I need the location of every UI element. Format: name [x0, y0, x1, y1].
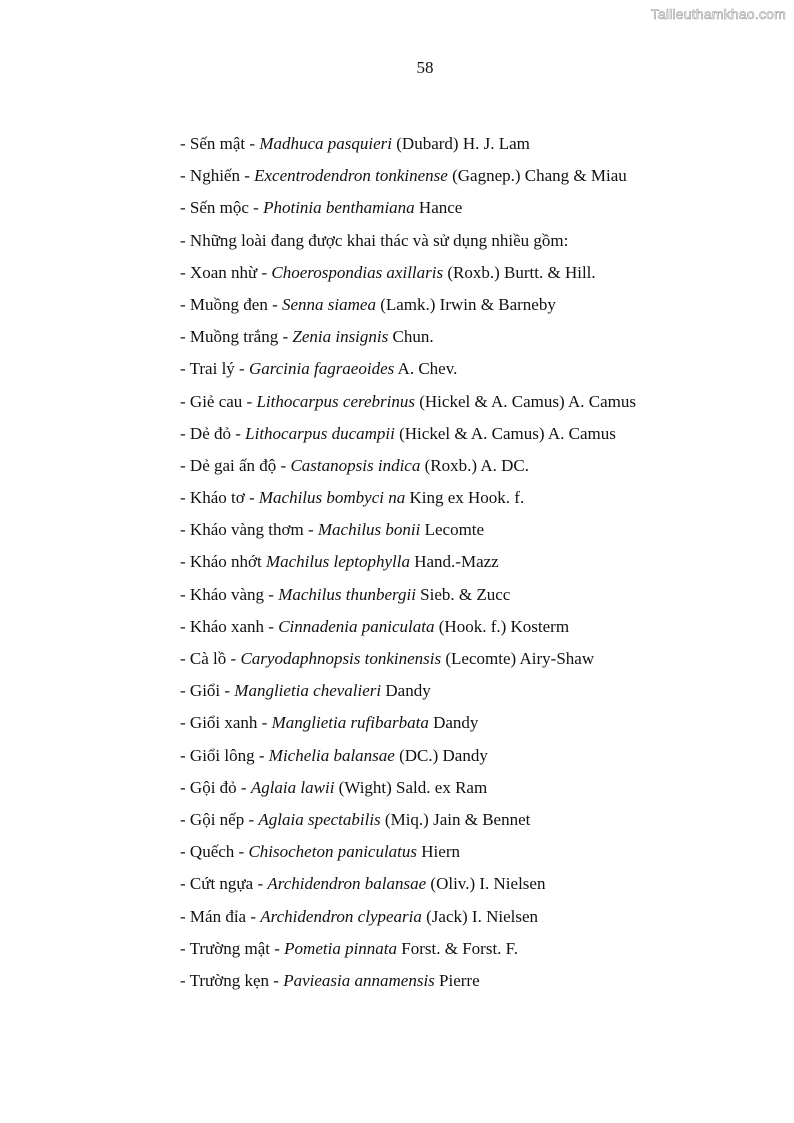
scientific-name: Cinnadenia paniculata [278, 616, 435, 636]
common-name: - Kháo vàng thơm - [180, 520, 318, 540]
species-entry [180, 421, 636, 453]
species-entry [180, 356, 636, 388]
species-entry [180, 743, 636, 775]
watermark: Tailieuthamkhao.com [650, 6, 786, 22]
author-citation: Lecomte [420, 520, 485, 540]
author-citation: Hand.-Mazz [409, 552, 499, 572]
scientific-name: Machilus thunbergii [278, 584, 416, 604]
species-entry [180, 710, 636, 742]
species-entry [180, 228, 636, 260]
species-entry [180, 453, 636, 485]
author-citation: (Lecomte) Airy-Shaw [441, 649, 595, 668]
author-citation: (Jack) I. Nielsen [421, 906, 539, 926]
common-name: - Giẻ cau - [180, 391, 257, 411]
species-entry [180, 646, 636, 678]
species-entry [180, 260, 636, 292]
scientific-name: Lithocarpus ducampii [245, 423, 395, 443]
scientific-name: Castanopsis indica [290, 455, 421, 475]
author-citation: (Hook. f.) Kosterm [434, 616, 570, 636]
author-citation: A. Chev. [394, 359, 458, 379]
scientific-name: Caryodaphnopsis tonkinensis [240, 649, 442, 668]
author-citation: (Roxb.) A. DC. [420, 455, 529, 475]
common-name: - Trường kẹn - [180, 970, 284, 990]
scientific-name: Archidendron balansae [267, 874, 427, 894]
author-citation: (Lamk.) Irwin & Barneby [375, 294, 556, 314]
common-name: - Trường mật - [180, 938, 285, 958]
common-name: - Giổi xanh - [180, 713, 272, 733]
author-citation: Hiern [417, 842, 460, 862]
author-citation: Dandy [428, 713, 479, 733]
species-entry [180, 195, 636, 227]
species-entry [180, 163, 636, 195]
species-entry [180, 936, 636, 968]
author-citation: (DC.) Dandy [394, 745, 488, 765]
author-citation: (Oliv.) I. Nielsen [426, 874, 546, 894]
common-name: - Kháo nhớt [180, 552, 266, 572]
scientific-name: Photinia benthamiana [263, 198, 415, 218]
common-name: - Giổi - [180, 681, 235, 701]
page-number: 58 [416, 58, 434, 77]
species-entry [180, 485, 636, 517]
species-entry [180, 549, 636, 581]
scientific-name: Michelia balansae [268, 745, 395, 765]
author-citation: Hance [414, 198, 463, 218]
scientific-name: Excentrodendron tonkinense [254, 166, 448, 186]
species-entry [180, 324, 636, 356]
scientific-name: Chisocheton paniculatus [248, 842, 418, 862]
common-name: - Kháo xanh - [180, 616, 279, 636]
author-citation: Sieb. & Zucc [415, 584, 511, 604]
common-name: - Muồng đen - [180, 294, 282, 314]
species-entry [180, 389, 636, 421]
common-name: - Dẻ gai ấn độ - [180, 455, 291, 475]
common-name: - Nghiến - [180, 166, 255, 186]
author-citation: Chun. [388, 327, 434, 347]
common-name: - Dẻ đỏ - [180, 423, 246, 443]
common-name: - Gội đỏ - [180, 777, 251, 797]
species-list [180, 131, 636, 1000]
author-citation: (Roxb.) Burtt. & Hill. [443, 262, 596, 282]
scientific-name: Machilus bonii [317, 520, 421, 540]
scientific-name: Pometia pinnata [284, 938, 398, 958]
scientific-name: Aglaia spectabilis [258, 809, 381, 829]
scientific-name: Choerospondias axillaris [271, 262, 444, 282]
scientific-name: Machilus leptophylla [265, 552, 410, 572]
common-name: - Xoan nhừ - [180, 262, 272, 282]
author-citation: (Wight) Sald. ex Ram [334, 777, 488, 797]
species-entry [180, 131, 636, 163]
species-entry [180, 904, 636, 936]
species-entry [180, 614, 636, 646]
common-name: - Quếch - [180, 842, 249, 862]
author-citation: Dandy [381, 681, 431, 701]
common-name: - Trai lý - [180, 359, 249, 379]
species-entry [180, 582, 636, 614]
common-name: - Muồng trắng - [180, 327, 293, 347]
species-entry [180, 871, 636, 903]
scientific-name: Garcinia fagraeoides [248, 359, 395, 379]
scientific-name: Archidendron clypearia [260, 906, 422, 926]
author-citation: (Hickel & A. Camus) A. Camus [414, 391, 636, 411]
author-citation: (Gagnep.) Chang & Miau [447, 166, 627, 186]
common-name: - Mán đỉa - [180, 906, 261, 926]
scientific-name: Senna siamea [281, 294, 376, 314]
common-name: - Những loài đang được khai thác và sử dụng nhiều gồm: [180, 230, 569, 250]
common-name: - Cứt ngựa - [180, 874, 268, 894]
species-entry [180, 678, 636, 710]
scientific-name: Zenia insignis [292, 327, 389, 347]
author-citation: (Miq.) Jain & Bennet [380, 809, 531, 829]
common-name: - Sến mật - [180, 134, 260, 153]
scientific-name: Lithocarpus cerebrinus [256, 391, 415, 411]
scientific-name: Manglietia rufibarbata [271, 713, 429, 733]
common-name: - Gội nếp - [180, 809, 259, 829]
scientific-name: Machilus bombyci na [258, 488, 406, 508]
scientific-name: Madhuca pasquieri [259, 134, 393, 153]
species-entry [180, 292, 636, 324]
common-name: - Sến mộc - [180, 198, 264, 218]
scientific-name: Manglietia chevalieri [234, 681, 382, 701]
common-name: - Cà lồ - [180, 649, 241, 668]
species-entry [180, 968, 636, 1000]
scientific-name: Pavieasia annamensis [283, 970, 435, 990]
author-citation: Forst. & Forst. F. [397, 938, 519, 958]
author-citation: (Hickel & A. Camus) A. Camus [394, 423, 616, 443]
common-name: - Giổi lông - [180, 745, 269, 765]
author-citation: (Dubard) H. J. Lam [392, 134, 530, 153]
species-entry [180, 775, 636, 807]
species-entry [180, 517, 636, 549]
common-name: - Kháo tơ - [180, 488, 259, 508]
species-entry [180, 807, 636, 839]
scientific-name: Aglaia lawii [250, 777, 335, 797]
author-citation: King ex Hook. f. [405, 488, 525, 508]
author-citation: Pierre [434, 970, 480, 990]
common-name: - Kháo vàng - [180, 584, 279, 604]
species-entry [180, 839, 636, 871]
